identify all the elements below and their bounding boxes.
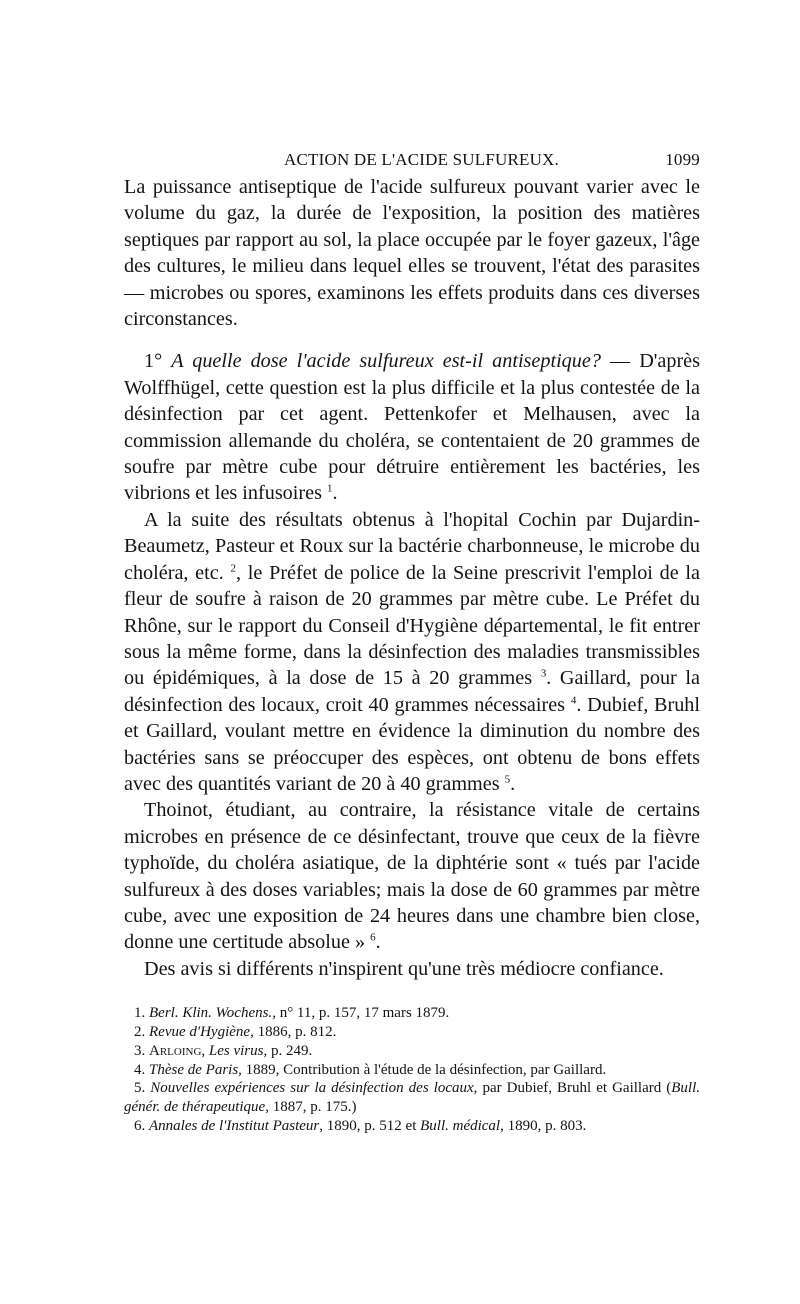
paragraph-dose-text: — D'après Wolffhügel, cette question est la plus difficile et la plus contestée de la désinfection par cet agent. Pettenkofer et Melhausen, avec la commission allemande du choléra, se contentaient de 20 grammes de soufre par mètre cube pour détruire entièrement les bactéries, les vibrions et les infusoires xyxy=(124,350,700,505)
footnote-2-number: 2. xyxy=(134,1023,146,1040)
footnote-4 xyxy=(124,1061,700,1080)
footnote-6-source: Annales de l'Institut Pasteur xyxy=(149,1117,320,1134)
footnote-1 xyxy=(124,1004,700,1023)
footnote-ref-6[interactable]: 6 xyxy=(370,931,376,944)
paragraph-prefet-text-c: . Gaillard, pour la désinfection des locaux, croit 40 grammes nécessaires xyxy=(124,667,701,716)
footnote-4-number: 4. xyxy=(134,1061,146,1078)
footnote-1-number: 1. xyxy=(134,1005,146,1022)
footnote-1-source: Berl. Klin. Wochens. xyxy=(149,1005,273,1022)
paragraph-dose-end: . xyxy=(332,482,338,505)
paragraph-dose-section xyxy=(124,348,700,506)
footnote-6-number: 6. xyxy=(134,1117,146,1134)
footnote-2-detail: , 1886, p. 812. xyxy=(250,1023,337,1040)
section-number: 1° xyxy=(144,350,163,373)
footnote-6-journal: Bull. médical xyxy=(420,1117,501,1134)
paragraph-prefet-text-a: A la suite des résultats obtenus à l'hopital Cochin par Dujardin-Beaumetz, Pasteur et Roux sur la bactérie charbonneuse, le microbe du choléra, etc. xyxy=(124,508,700,584)
book-page xyxy=(124,150,700,1136)
paragraph-conclusion-text: Des avis si différents n'inspirent qu'une très médiocre confiance. xyxy=(144,957,664,980)
footnote-ref-2[interactable]: 2 xyxy=(230,561,237,574)
footnote-6-detail-a: , 1890, p. 512 et xyxy=(319,1117,421,1134)
footnote-3 xyxy=(124,1042,700,1061)
footnote-3-number: 3. xyxy=(134,1042,146,1059)
footnote-6 xyxy=(124,1117,700,1136)
paragraph-intro xyxy=(124,174,700,332)
paragraph-prefet xyxy=(124,507,700,797)
page-number: 1099 xyxy=(665,150,700,169)
footnote-4-detail: , 1889, Contribution à l'étude de la désinfection, par Gaillard. xyxy=(238,1061,607,1078)
section-heading: A quelle dose l'acide sulfureux est-il antiseptique? xyxy=(171,350,601,373)
paragraph-prefet-end: . xyxy=(510,772,516,795)
footnotes xyxy=(124,1004,700,1136)
running-head xyxy=(124,150,700,170)
footnote-5-source: Nouvelles expériences sur la désinfection des locaux xyxy=(150,1080,474,1097)
body-text xyxy=(124,174,700,982)
footnote-5-journal: Bull. génér. de thérapeutique xyxy=(124,1080,700,1116)
paragraph-conclusion xyxy=(124,956,700,982)
paragraph-thoinot xyxy=(124,797,700,955)
footnote-ref-4[interactable]: 4 xyxy=(570,693,577,706)
footnote-3-detail: , p. 249. xyxy=(263,1042,313,1059)
footnote-3-author: Arloing, xyxy=(149,1042,206,1059)
footnote-4-source: Thèse de Paris xyxy=(149,1061,239,1078)
footnote-5-number: 5. xyxy=(134,1080,146,1097)
footnote-6-detail-b: , 1890, p. 803. xyxy=(500,1117,587,1134)
footnote-2-source: Revue d'Hygiène xyxy=(149,1023,251,1040)
paragraph-prefet-text-d: . Dubief, Bruhl et Gaillard, voulant mettre en évidence la diminution du nombre des bactéries sans se préoccuper des espèces, ont obtenu de bons effets avec des quantités variant de 20 à 40 grammes xyxy=(124,693,701,795)
paragraph-prefet-text-b: , le Préfet de police de la Seine prescrivit l'emploi de la fleur de soufre à raison de 20 grammes par mètre cube. Le Préfet du Rhône, sur le rapport du Conseil d'Hygiène départemental, le fit entrer sous la même forme, dans la désinfection des maladies transmissibles ou épidémiques, à la dose de 15 à 20 grammes xyxy=(124,561,701,690)
footnote-ref-3[interactable]: 3 xyxy=(540,667,547,680)
running-title: ACTION DE L'ACIDE SULFUREUX. xyxy=(284,150,559,169)
footnote-ref-5[interactable]: 5 xyxy=(504,773,511,786)
paragraph-intro-text: La puissance antiseptique de l'acide sulfureux pouvant varier avec le volume du gaz, la durée de l'exposition, la position des matières septiques par rapport au sol, la place occupée par le foyer gazeux, l'âge des cultures, le milieu dans lequel elles se trouvent, l'état des parasites — microbes ou spores, examinons les effets produits dans ces diverses circonstances. xyxy=(124,176,700,331)
footnote-3-source: Les virus xyxy=(208,1042,264,1059)
paragraph-thoinot-end: . xyxy=(375,931,381,954)
paragraph-thoinot-text: Thoinot, étudiant, au contraire, la résistance vitale de certains microbes en présence de ce désinfectant, trouve que ceux de la fièvre typhoïde, du choléra asiatique, de la diphtérie sont « tués par l'acide sulfureux à des doses variables; mais la dose de 60 grammes par mètre cube, avec une exposition de 24 heures dans une chambre bien close, donne une certitude absolue » xyxy=(124,799,700,954)
footnote-ref-1[interactable]: 1 xyxy=(326,482,333,495)
footnote-2 xyxy=(124,1023,700,1042)
footnote-5 xyxy=(124,1079,700,1117)
footnote-5-detail: , 1887, p. 175.) xyxy=(265,1099,357,1116)
footnote-5-authors: , par Dubief, Bruhl et Gaillard ( xyxy=(473,1080,672,1097)
footnote-1-detail: , n° 11, p. 157, 17 mars 1879. xyxy=(272,1005,450,1022)
